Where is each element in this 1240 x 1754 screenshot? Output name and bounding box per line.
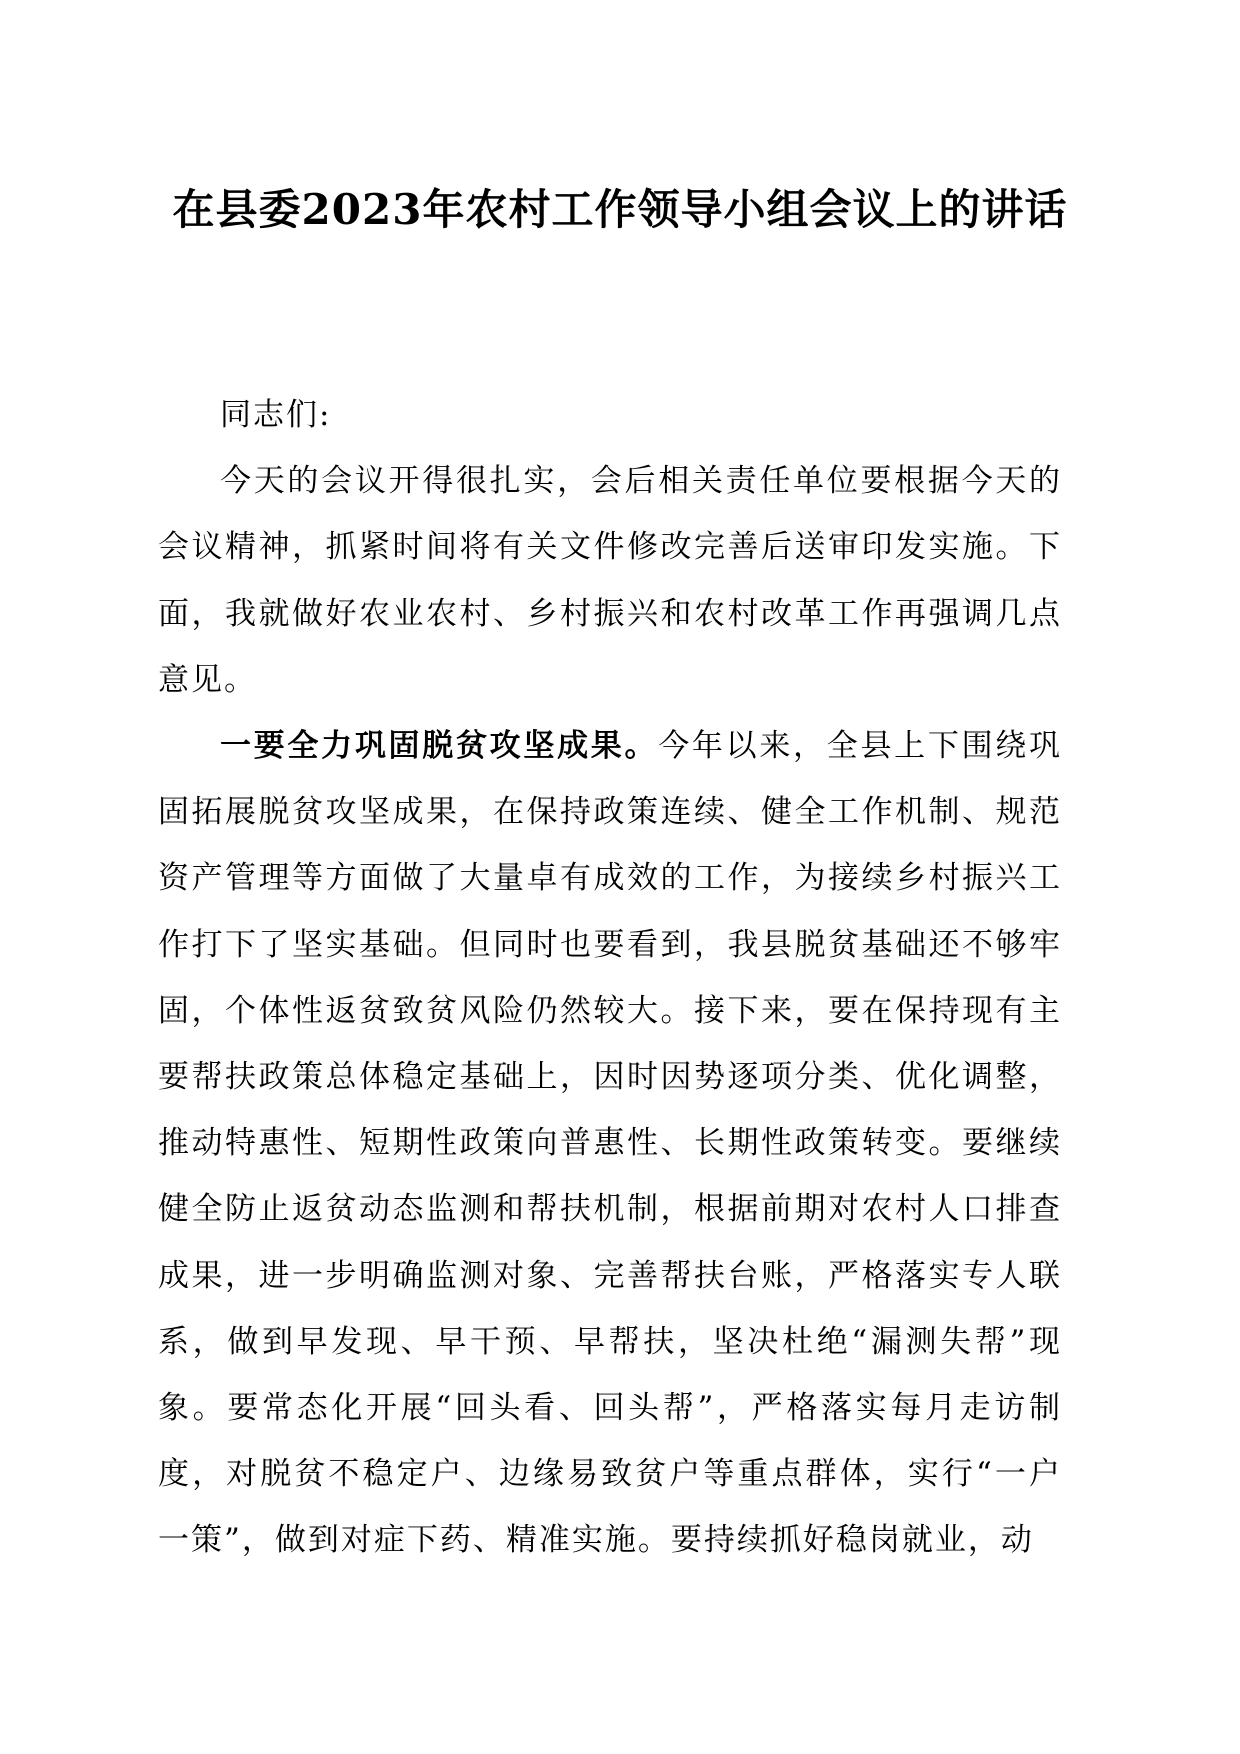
paragraph-lead-heading: 一要全力巩固脱贫攻坚成果。 <box>220 728 659 765</box>
document-body <box>158 382 1062 1574</box>
paragraph-intro <box>158 448 1062 713</box>
salutation: 同志们: <box>220 397 332 433</box>
paragraph-poverty-alleviation-text: 今年以来，全县上下围绕巩固拓展脱贫攻坚成果，在保持政策连续、健全工作机制、规范资产管理等方面做了大量卓有成效的工作，为接续乡村振兴工作打下了坚实基础。但同时也要看到，我县脱贫基础还不够牢固，个体性返贫致贫风险仍然较大。接下来，要在保持现有主要帮扶政策总体稳定基础上，因时因势逐项分类、优化调整，推动特惠性、短期性政策向普惠性、长期性政策转变。要继续健全防止返贫动态监测和帮扶机制，根据前期对农村人口排查成果，进一步明确监测对象、完善帮扶台账，严格落实专人联系，做到早发现、早干预、早帮扶，坚决杜绝“漏测失帮”现象。要常态化开展“回头看、回头帮”，严格落实每月走访制度，对脱贫不稳定户、边缘易致贫户等重点群体，实行“一户一策”，做到对症下药、精准实施。要持续抓好稳岗就业，动 <box>158 728 1063 1559</box>
paragraph-poverty-alleviation <box>158 713 1062 1574</box>
document-title: 在县委2023年农村工作领导小组会议上的讲话 <box>172 185 1068 234</box>
paragraph-intro-text: 今天的会议开得很扎实，会后相关责任单位要根据今天的会议精神，抓紧时间将有关文件修改完善后送审印发实施。下面，我就做好农业农村、乡村振兴和农村改革工作再强调几点意见。 <box>158 463 1062 698</box>
